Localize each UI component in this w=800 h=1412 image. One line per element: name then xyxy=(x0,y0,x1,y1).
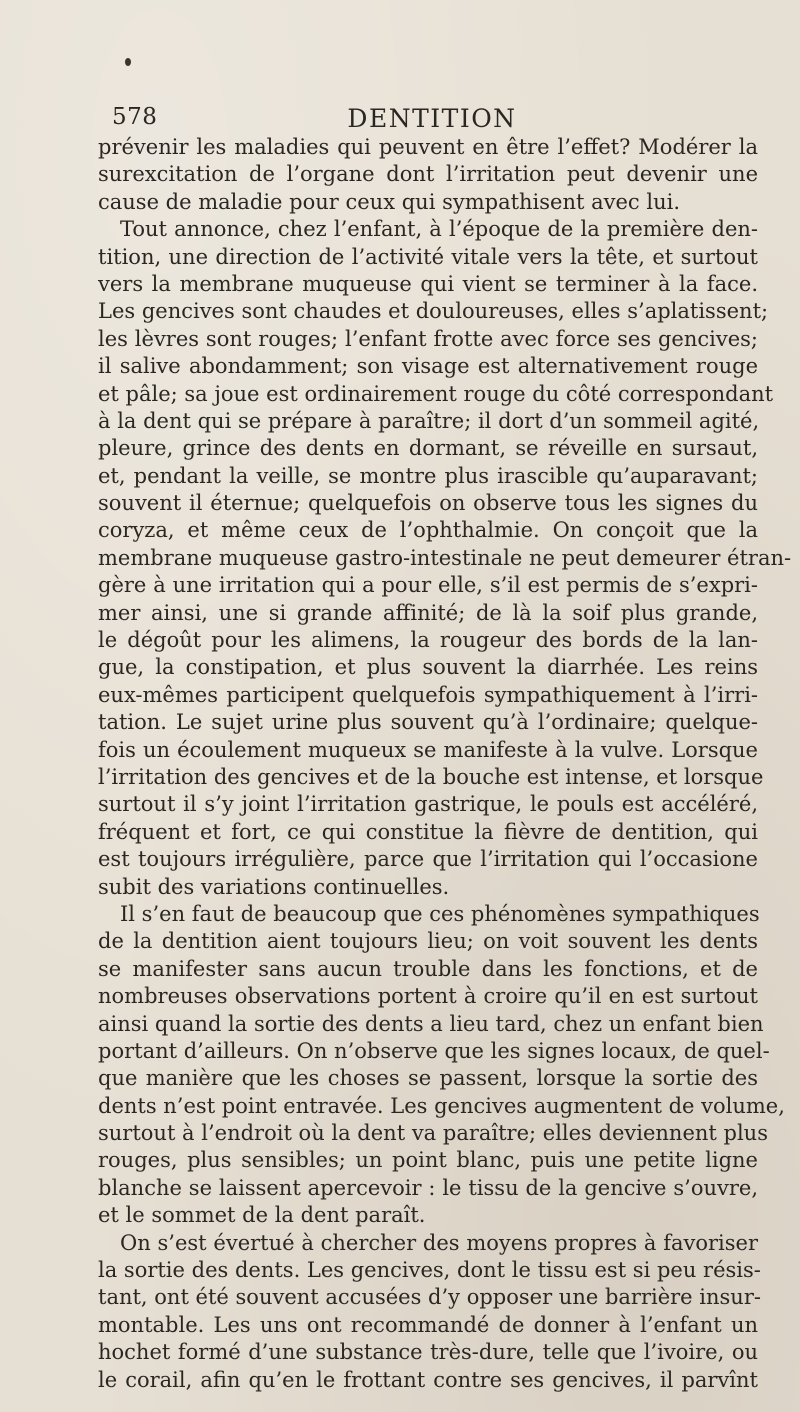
text-line: hochet formé d’une substance très-dure, telle que l’ivoire, ou xyxy=(98,1340,758,1365)
text-line: Tout annonce, chez l’enfant, à l’époque de la première den- xyxy=(120,217,758,242)
text-line: vers la membrane muqueuse qui vient se terminer à la face. xyxy=(98,271,758,296)
text-line: est toujours irrégulière, parce que l’irritation qui l’occasione xyxy=(98,847,758,872)
text-line: fréquent et fort, ce qui constitue la fièvre de dentition, qui xyxy=(98,819,758,844)
text-line: l’irritation des gencives et de la bouche est intense, et lorsque xyxy=(98,764,764,789)
text-line: montable. Les uns ont recommandé de donner à l’enfant un xyxy=(98,1312,758,1337)
text-line: que manière que les choses se passent, lorsque la sortie des xyxy=(98,1066,758,1091)
text-line: On s’est évertué à chercher des moyens propres à favoriser xyxy=(120,1230,758,1255)
text-line: ainsi quand la sortie des dents a lieu tard, chez un enfant bien xyxy=(98,1011,764,1036)
text-line: et pâle; sa joue est ordinairement rouge du côté correspondant xyxy=(98,381,774,406)
text-line: à la dent qui se prépare à paraître; il dort d’un sommeil agité, xyxy=(98,408,760,433)
body-text xyxy=(98,134,792,1394)
text-line: tant, ont été souvent accusées d’y opposer une barrière insur- xyxy=(98,1285,761,1310)
text-line: surexcitation de l’organe dont l’irritation peut devenir une xyxy=(98,162,758,187)
text-line: tition, une direction de l’activité vitale vers la tête, et surtout xyxy=(98,244,758,269)
text-line: la sortie des dents. Les gencives, dont le tissu est si peu résis- xyxy=(98,1258,761,1283)
text-line: gue, la constipation, et plus souvent la diarrhée. Les reins xyxy=(98,655,758,680)
text-line: il salive abondamment; son visage est alternativement rouge xyxy=(98,354,758,379)
text-line: et, pendant la veille, se montre plus irascible qu’auparavant; xyxy=(98,463,758,488)
text-line: le dégoût pour les alimens, la rougeur des bords de la lan- xyxy=(98,628,758,653)
page-number: 578 xyxy=(112,104,158,130)
text-line: coryza, et même ceux de l’ophthalmie. On conçoit que la xyxy=(98,518,758,543)
text-line: prévenir les maladies qui peuvent en être l’effet? Modérer la xyxy=(98,135,758,159)
text-line: membrane muqueuse gastro-intestinale ne peut demeurer étran- xyxy=(98,545,792,570)
ink-speck xyxy=(125,58,131,66)
text-line: souvent il éternue; quelquefois on observe tous les signes du xyxy=(98,491,758,516)
text-line: eux-mêmes participent quelquefois sympathiquement à l’irri- xyxy=(98,682,758,707)
text-line: blanche se laissent apercevoir : le tissu de la gencive s’ouvre, xyxy=(98,1175,758,1200)
text-line: Il s’en faut de beaucoup que ces phénomènes sympathiques xyxy=(120,901,760,926)
text-line: portant d’ailleurs. On n’observe que les signes locaux, de quel- xyxy=(98,1038,770,1063)
text-line: gère à une irritation qui a pour elle, s’il est permis de s’expri- xyxy=(98,573,758,598)
page-header xyxy=(112,104,752,136)
text-line: tation. Le sujet urine plus souvent qu’à l’ordinaire; quelque- xyxy=(98,710,758,735)
text-line: surtout il s’y joint l’irritation gastrique, le pouls est accéléré, xyxy=(98,792,758,817)
text-line: subit des variations continuelles. xyxy=(98,874,450,899)
text-line: Les gencives sont chaudes et douloureuses, elles s’aplatissent; xyxy=(98,299,769,324)
text-line: cause de maladie pour ceux qui sympathisent avec lui. xyxy=(98,189,681,214)
text-line: mer ainsi, une si grande affinité; de là la soif plus grande, xyxy=(98,600,758,625)
text-line: nombreuses observations portent à croire qu’il en est surtout xyxy=(98,984,758,1009)
text-line: fois un écoulement muqueux se manifeste à la vulve. Lorsque xyxy=(98,737,758,762)
text-line: les lèvres sont rouges; l’enfant frotte avec force ses gencives; xyxy=(98,326,758,351)
text-line: surtout à l’endroit où la dent va paraître; elles deviennent plus xyxy=(98,1121,768,1146)
text-line: de la dentition aient toujours lieu; on voit souvent les dents xyxy=(98,929,758,954)
text-line: pleure, grince des dents en dormant, se réveille en sursaut, xyxy=(98,436,758,461)
text-line: se manifester sans aucun trouble dans les fonctions, et de xyxy=(98,956,758,981)
running-title: DENTITION xyxy=(347,104,517,133)
text-line: rouges, plus sensibles; un point blanc, puis une petite ligne xyxy=(98,1148,758,1173)
text-line: et le sommet de la dent paraît. xyxy=(98,1203,426,1228)
text-line: le corail, afin qu’en le frottant contre ses gencives, il parvînt xyxy=(98,1367,758,1392)
text-line: dents n’est point entravée. Les gencives augmentent de volume, xyxy=(98,1093,785,1118)
